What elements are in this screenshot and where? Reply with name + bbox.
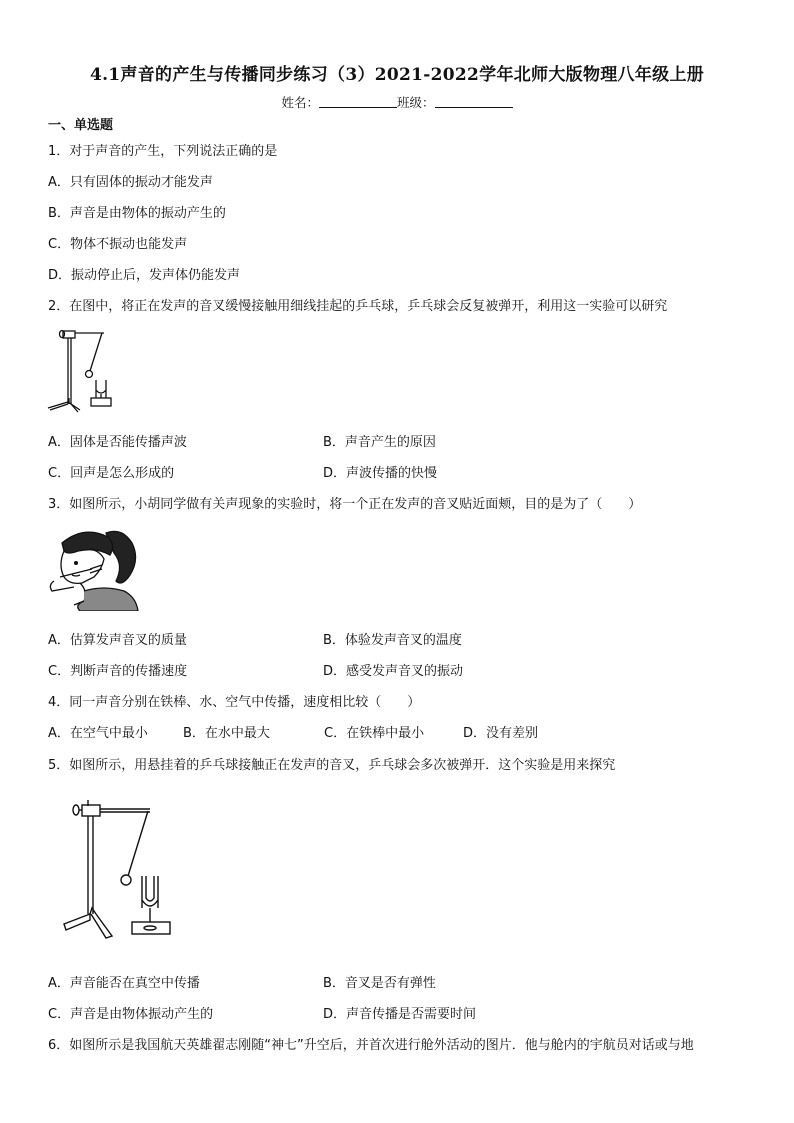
question-3-option-c: C．判断声音的传播速度 — [48, 664, 188, 679]
question-6-stem: 6．如图所示是我国航天英雄翟志刚随“神七”升空后，并首次进行舱外活动的图片．他与舱内的宇航员对话或与地 — [48, 1038, 694, 1053]
name-blank[interactable] — [319, 95, 397, 108]
tuning-fork-pingpong-figure-small — [44, 324, 140, 416]
question-1-option-b: B．声音是由物体的振动产生的 — [48, 206, 226, 221]
class-label: 班级： — [397, 95, 435, 110]
question-2-stem: 2．在图中，将正在发声的音叉缓慢接触用细线挂起的乒乓球，乒乓球会反复被弹开，利用这一实验可以研究 — [48, 299, 668, 314]
name-class-line — [0, 93, 794, 111]
question-3-option-a: A．估算发声音叉的质量 — [48, 633, 187, 648]
class-blank[interactable] — [435, 95, 513, 108]
question-5-option-b: B．音叉是否有弹性 — [323, 976, 436, 991]
question-2-option-c: C．回声是怎么形成的 — [48, 466, 175, 481]
question-2-option-a: A．固体是否能传播声波 — [48, 435, 187, 450]
question-4-option-b: B．在水中最大 — [183, 726, 270, 741]
girl-tuning-fork-cheek-figure — [44, 525, 140, 611]
question-4-stem: 4．同一声音分别在铁棒、水、空气中传播，速度相比较（ ） — [48, 695, 421, 710]
question-1-stem: 1．对于声音的产生，下列说法正确的是 — [48, 144, 278, 159]
question-1-option-a: A．只有固体的振动才能发声 — [48, 175, 213, 190]
question-4-option-c: C．在铁棒中最小 — [324, 726, 425, 741]
tuning-fork-pingpong-figure-large — [58, 796, 182, 942]
question-3-option-d: D．感受发声音叉的振动 — [323, 664, 464, 679]
question-5-option-a: A．声音能否在真空中传播 — [48, 976, 200, 991]
question-1-option-c: C．物体不振动也能发声 — [48, 237, 188, 252]
question-4-option-d: D．没有差别 — [463, 726, 539, 741]
question-2-option-b: B．声音产生的原因 — [323, 435, 436, 450]
page-title: 4.1声音的产生与传播同步练习（3）2021-2022学年北师大版物理八年级上册 — [89, 65, 705, 85]
question-3-option-b: B．体验发声音叉的温度 — [323, 633, 462, 648]
question-5-option-c: C．声音是由物体振动产生的 — [48, 1007, 214, 1022]
section-heading: 一、单选题 — [48, 118, 114, 133]
question-3-stem: 3．如图所示，小胡同学做有关声现象的实验时，将一个正在发声的音叉贴近面颊，目的是为了（ ） — [48, 497, 642, 512]
name-label: 姓名： — [281, 95, 319, 110]
question-4-option-a: A．在空气中最小 — [48, 726, 148, 741]
question-5-option-d: D．声音传播是否需要时间 — [323, 1007, 477, 1022]
question-5-stem: 5．如图所示，用悬挂着的乒乓球接触正在发声的音叉，乒乓球会多次被弹开．这个实验是用来探究 — [48, 758, 616, 773]
question-1-option-d: D．振动停止后，发声体仍能发声 — [48, 268, 241, 283]
question-2-option-d: D．声波传播的快慢 — [323, 466, 438, 481]
